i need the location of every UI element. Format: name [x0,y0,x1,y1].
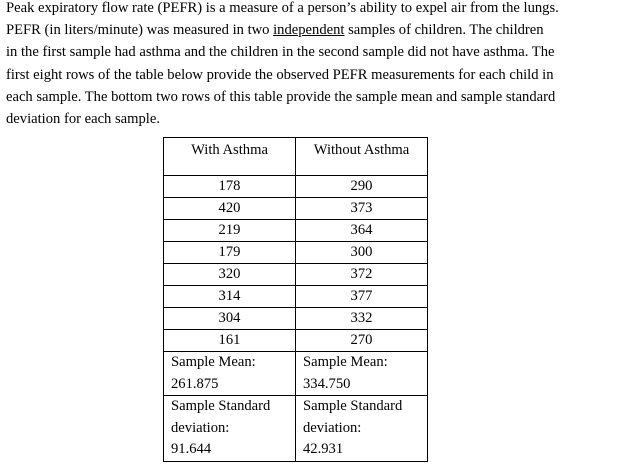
without-asthma-value: 332 [296,308,428,330]
intro-underlined-word: independent [273,22,345,39]
sd-label-line-1: Sample Standard [171,398,271,414]
intro-line-5: each sample. The bottom two rows of this table provide the sample mean and sample standard [6,88,556,105]
header-without-asthma: Without Asthma [296,138,428,176]
intro-line-2b: samples of children. The children [344,22,544,39]
sd-with-asthma-value: 91.644 [171,441,212,457]
intro-line-4: first eight rows of the table below provide the observed PEFR measurements for each child in [6,66,554,83]
sd-label-line-1: Sample Standard [303,398,403,414]
with-asthma-value: 314 [164,286,296,308]
with-asthma-value: 320 [164,264,296,286]
without-asthma-value: 377 [296,286,428,308]
with-asthma-value: 219 [164,220,296,242]
mean-without-asthma-cell [296,352,428,396]
mean-label: Sample Mean: [303,354,388,370]
mean-with-asthma-cell [164,352,296,396]
problem-statement [6,0,630,130]
without-asthma-value: 373 [296,198,428,220]
intro-line-2a: PEFR (in liters/minute) was measured in two [6,22,274,39]
sd-label-line-2: deviation: [303,419,362,436]
sd-with-asthma-cell [164,396,296,462]
intro-line-1: Peak expiratory flow rate (PEFR) is a measure of a person’s ability to expel air from the lungs. [6,0,559,16]
sd-label-line-2: deviation: [171,419,230,436]
with-asthma-value: 161 [164,330,296,352]
without-asthma-value: 270 [296,330,428,352]
table-row [164,242,428,264]
without-asthma-value: 372 [296,264,428,286]
table-header-row [164,138,428,176]
mean-without-asthma-value: 334.750 [303,375,351,392]
table-row [164,330,428,352]
without-asthma-value: 290 [296,176,428,198]
with-asthma-value: 179 [164,242,296,264]
table-row [164,308,428,330]
sd-without-asthma-cell [296,396,428,462]
with-asthma-value: 420 [164,198,296,220]
table-row [164,264,428,286]
mean-with-asthma-value: 261.875 [171,375,219,392]
intro-line-3: in the first sample had asthma and the children in the second sample did not have asthma. The [6,44,555,61]
table-row [164,198,428,220]
intro-line-6: deviation for each sample. [6,111,160,128]
with-asthma-value: 178 [164,176,296,198]
sample-sd-row [164,396,428,462]
table-row [164,176,428,198]
header-with-asthma: With Asthma [164,138,296,176]
table-row [164,286,428,308]
table-row [164,220,428,242]
sample-mean-row [164,352,428,396]
sd-without-asthma-value: 42.931 [303,441,344,457]
mean-label: Sample Mean: [171,354,256,370]
pefr-table [163,137,428,462]
without-asthma-value: 300 [296,242,428,264]
without-asthma-value: 364 [296,220,428,242]
with-asthma-value: 304 [164,308,296,330]
